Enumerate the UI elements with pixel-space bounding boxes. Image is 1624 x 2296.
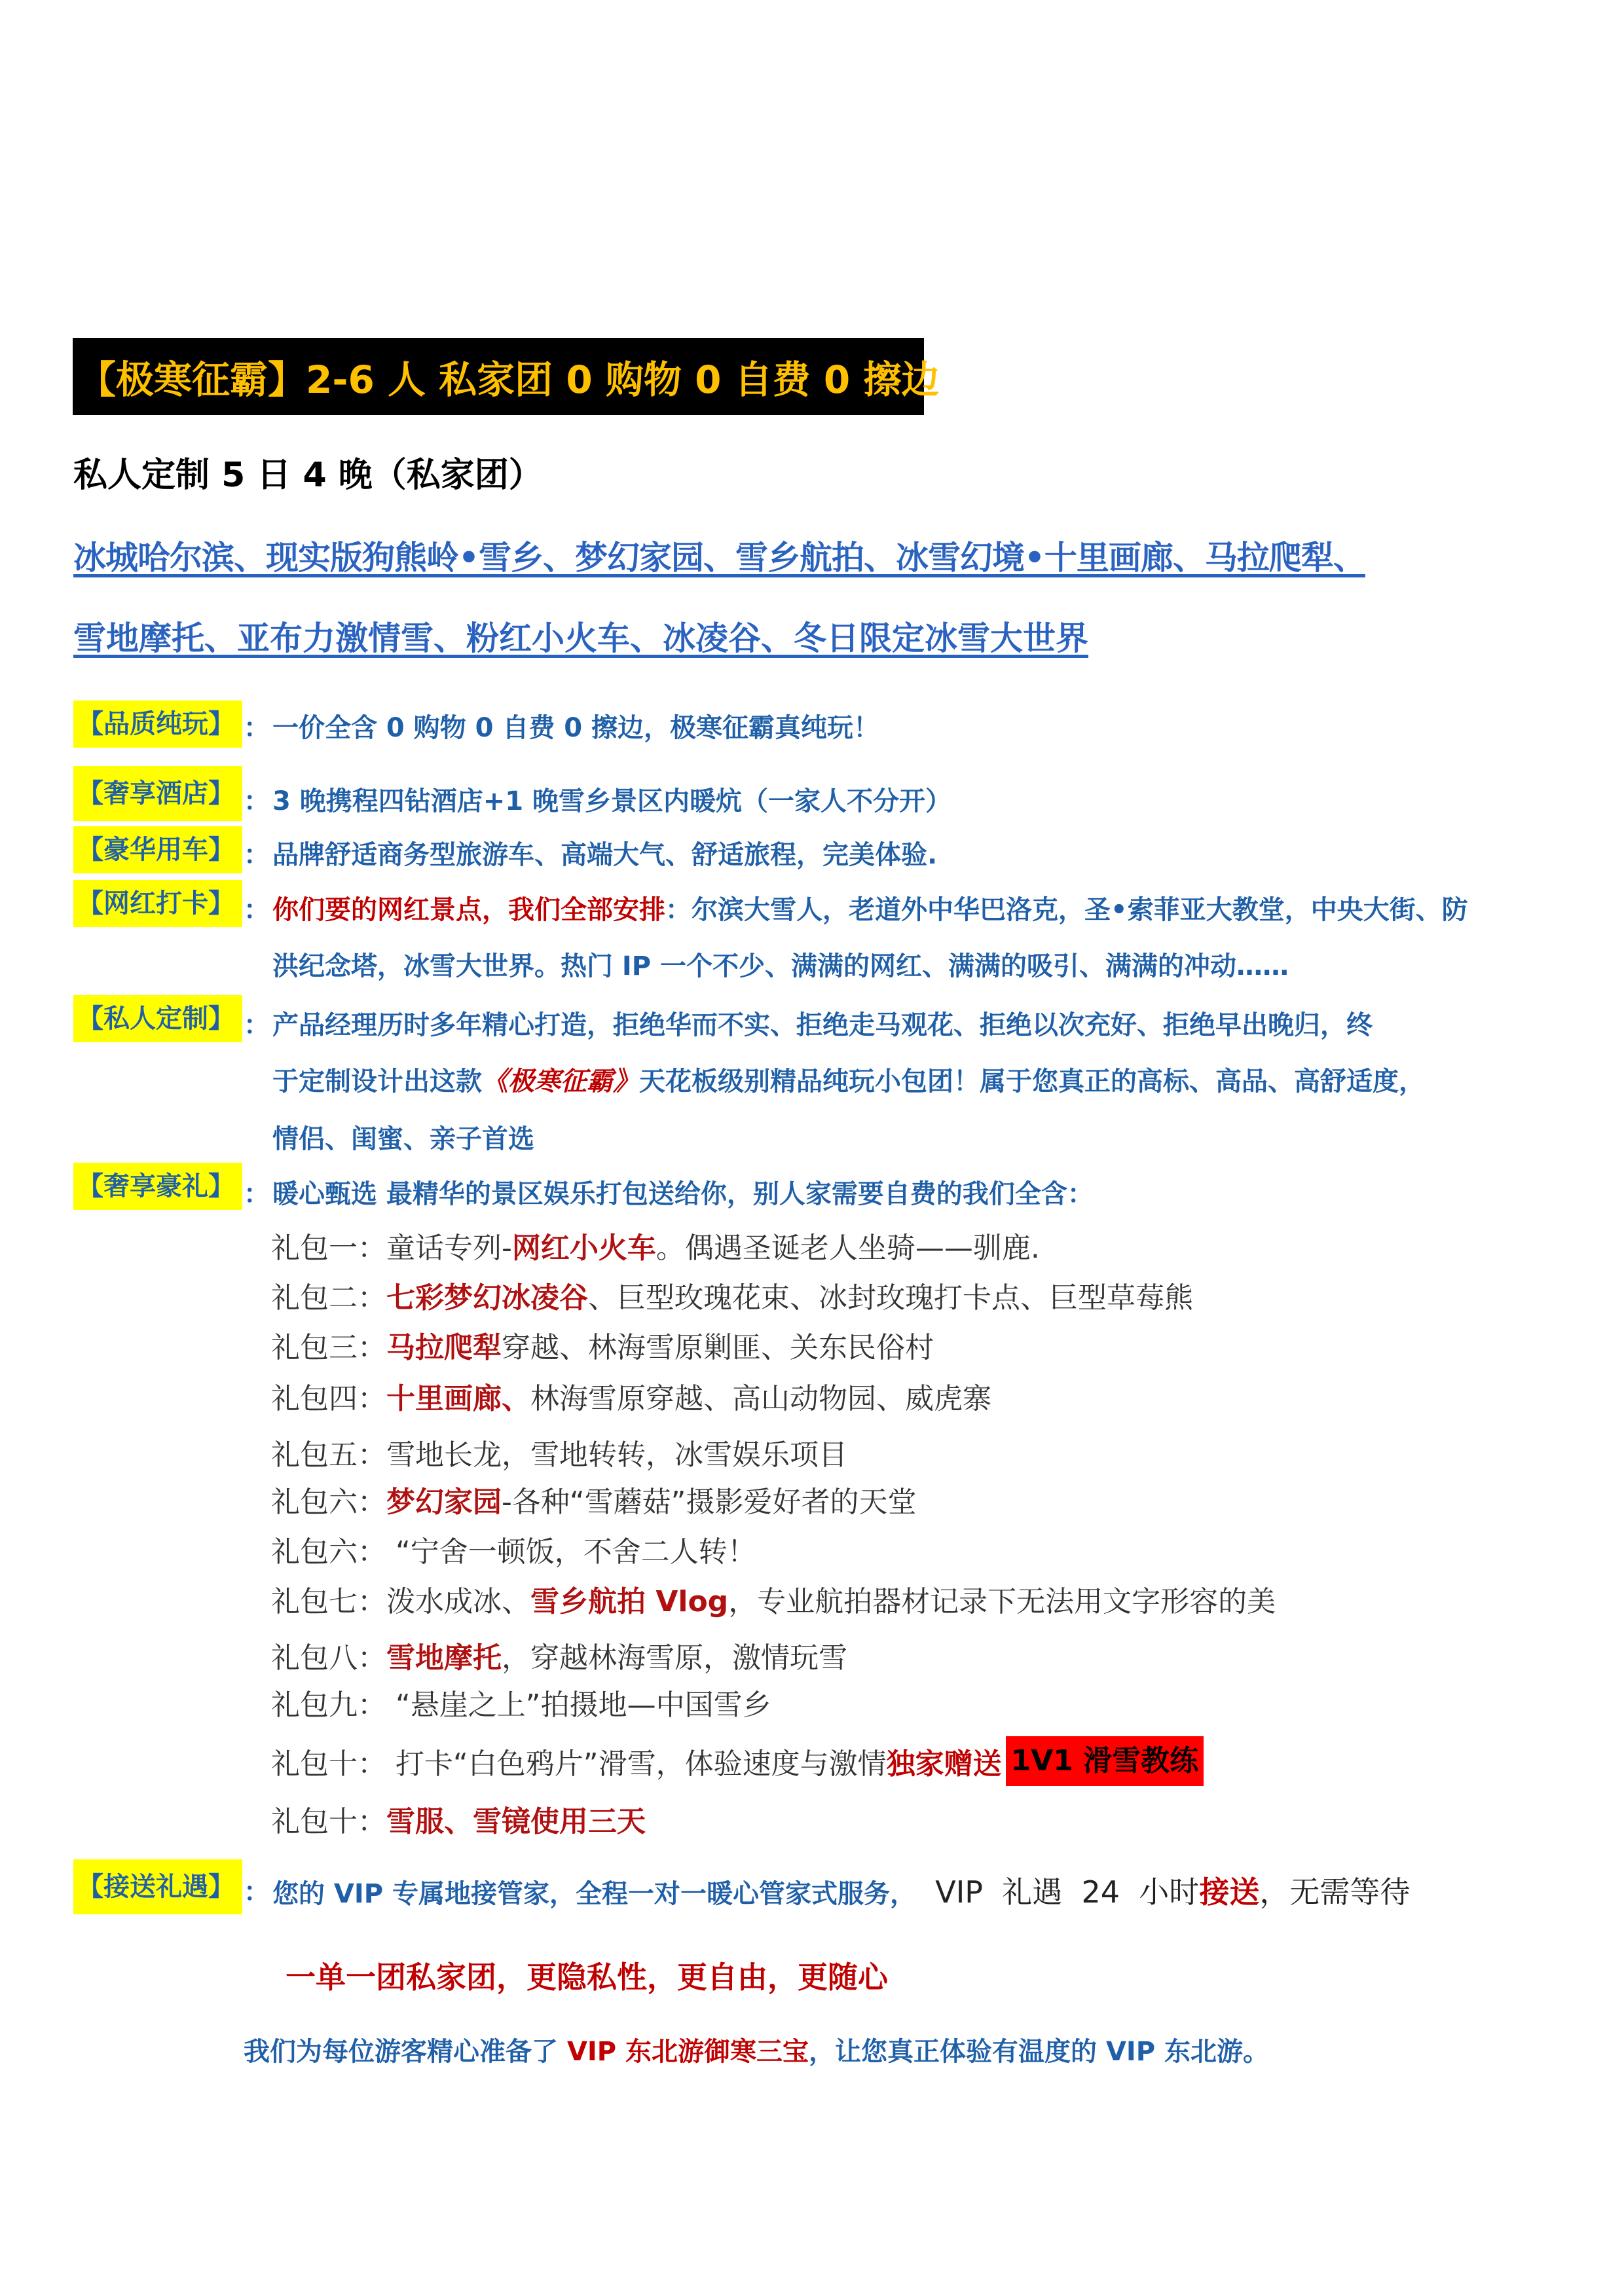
car-text: 品牌舒适商务型旅游车、高端大气、舒适旅程，完美体验. — [272, 840, 938, 870]
gift-text: 穿越、林海雪原剿匪、关东民俗村 — [502, 1331, 934, 1364]
gift-text: 礼包十： 打卡“白色鸦片”滑雪，体验速度与激情 — [271, 1747, 887, 1781]
gift-text: 礼包十： — [271, 1805, 386, 1838]
gift-text: 。偶遇圣诞老人坐骑——驯鹿. — [655, 1231, 1040, 1265]
gift-2 — [271, 1274, 1193, 1316]
tag-checkin: 【网红打卡】 — [73, 880, 242, 927]
gift-text: 礼包六： “宁舍一顿饭，不舍二人转！ — [271, 1535, 756, 1569]
gift-5 — [271, 1431, 847, 1473]
transfer-vip: VIP 礼遇 24 小时 — [916, 1874, 1200, 1910]
gift-text: 礼包八： — [271, 1641, 386, 1675]
gift-highlight: 雪地摩托 — [386, 1641, 502, 1675]
gift-text: 礼包二： — [271, 1281, 386, 1315]
gift-text: 、巨型玫瑰花束、冰封玫瑰打卡点、巨型草莓熊 — [588, 1281, 1193, 1315]
title-bracket: 【极寒征霸】 — [78, 357, 306, 402]
route-line-1: 冰城哈尔滨、现实版狗熊岭•雪乡、梦幻家园、雪乡航拍、冰雪幻境•十里画廊、马拉爬犁、 — [73, 539, 1365, 577]
colon: ： — [244, 1877, 270, 1907]
gift-6 — [271, 1478, 916, 1520]
custom-line-2-pre: 于定制设计出这款 — [272, 1066, 482, 1097]
tag-transfer: 【接送礼遇】 — [73, 1859, 242, 1914]
gift-text: 礼包七：泼水成冰、 — [271, 1585, 530, 1618]
checkin-text: ：尔滨大雪人，老道外中华巴洛克，圣•索菲亚大教堂，中央大街、防 — [665, 895, 1468, 925]
hotel-text: 3 晚携程四钻酒店+1 晚雪乡景区内暖炕（一家人不分开） — [272, 786, 952, 816]
custom-line-3: 情侣、闺蜜、亲子首选 — [272, 1124, 534, 1154]
coach-box: 1V1 滑雪教练 — [1006, 1736, 1204, 1786]
colon: ： — [244, 895, 270, 925]
quality-text: 一价全含 0 购物 0 自费 0 擦边，极寒征霸真纯玩！ — [272, 713, 880, 743]
gift-text: 礼包三： — [271, 1331, 386, 1364]
gifts-intro: 暖心甄选 最精华的景区娱乐打包送给你，别人家需要自费的我们全含： — [272, 1179, 1094, 1209]
colon: ： — [244, 713, 270, 743]
gift-9 — [271, 1681, 771, 1723]
gift-highlight: 七彩梦幻冰凌谷 — [386, 1281, 588, 1315]
gift-highlight: 网红小火车 — [511, 1231, 656, 1265]
tag-custom: 【私人定制】 — [73, 995, 242, 1042]
gift-text: 林海雪原穿越、高山动物园、威虎寨 — [530, 1382, 991, 1415]
gift-10 — [271, 1736, 1204, 1786]
subtitle: 私人定制 5 日 4 晚（私家团） — [73, 456, 543, 495]
gift-8 — [271, 1634, 847, 1676]
checkin-highlight: 你们要的网红景点，我们全部安排 — [272, 895, 665, 925]
gift-highlight: 梦幻家园 — [386, 1485, 502, 1519]
custom-line-2 — [272, 1061, 1425, 1098]
custom-line-2-post: 天花板级别精品纯玩小包团！属于您真正的高标、高品、高舒适度， — [639, 1066, 1425, 1097]
gift-4 — [271, 1375, 991, 1417]
gift-highlight: 雪服、雪镜使用三天 — [386, 1805, 646, 1838]
checkin-line-1 — [272, 889, 1468, 926]
slogan: 一单一团私家团，更隐私性，更自由，更随心 — [286, 1959, 888, 1995]
checkin-line-2: 洪纪念塔，冰雪大世界。热门 IP 一个不少、满满的网红、满满的吸引、满满的冲动…… — [272, 951, 1289, 981]
gift-7 — [271, 1578, 1276, 1620]
footer-line — [244, 2031, 1269, 2068]
custom-line-1: 产品经理历时多年精心打造，拒绝华而不实、拒绝走马观花、拒绝以次充好、拒绝早出晚归，终 — [272, 1010, 1373, 1040]
title-text: 2-6 人 私家团 0 购物 0 自费 0 擦边 — [306, 357, 940, 402]
gift-text: 礼包六： — [271, 1485, 386, 1519]
footer-highlight: VIP 东北游御寒三宝 — [566, 2037, 809, 2067]
tag-gifts: 【奢享豪礼】 — [73, 1163, 242, 1210]
transfer-highlight: 接送 — [1199, 1874, 1260, 1910]
transfer-post: ，无需等待 — [1259, 1874, 1411, 1910]
tag-quality: 【品质纯玩】 — [73, 701, 242, 748]
gift-text: 礼包一：童话专列- — [271, 1231, 512, 1265]
gift-6b — [271, 1528, 756, 1570]
footer-post: ，让您真正体验有温度的 VIP 东北游。 — [809, 2037, 1270, 2067]
gift-11 — [271, 1798, 646, 1840]
gift-1 — [271, 1224, 1040, 1266]
gift-highlight: 十里画廊、 — [386, 1382, 530, 1415]
gift-highlight: 雪乡航拍 Vlog — [530, 1585, 729, 1618]
gift-text: 礼包四： — [271, 1382, 386, 1415]
tag-car: 【豪华用车】 — [73, 826, 242, 873]
title-banner — [73, 338, 940, 415]
tag-hotel: 【奢享酒店】 — [73, 766, 242, 821]
gift-highlight: 马拉爬犁 — [386, 1331, 502, 1364]
gift-text: 礼包五：雪地长龙，雪地转转，冰雪娱乐项目 — [271, 1438, 847, 1472]
colon: ： — [244, 786, 270, 816]
product-name: 《极寒征霸》 — [482, 1066, 639, 1097]
gift-text: -各种“雪蘑菇”摄影爱好者的天堂 — [502, 1485, 917, 1519]
gift-text: 礼包九： “悬崖之上”拍摄地—中国雪乡 — [271, 1688, 771, 1722]
colon: ： — [244, 840, 270, 870]
colon: ： — [244, 1179, 270, 1209]
gift-3 — [271, 1324, 934, 1366]
transfer-desc: 您的 VIP 专属地接管家，全程一对一暖心管家式服务， — [272, 1879, 917, 1909]
gift-highlight: 独家赠送 — [886, 1747, 1002, 1781]
gift-text: ，穿越林海雪原，激情玩雪 — [502, 1641, 847, 1675]
route-line-2: 雪地摩托、亚布力激情雪、粉红小火车、冰凌谷、冬日限定冰雪大世界 — [73, 619, 1088, 657]
gift-text: ，专业航拍器材记录下无法用文字形容的美 — [728, 1585, 1276, 1618]
colon: ： — [244, 1010, 270, 1040]
transfer-text — [272, 1868, 1410, 1912]
footer-pre: 我们为每位游客精心准备了 — [244, 2037, 567, 2067]
